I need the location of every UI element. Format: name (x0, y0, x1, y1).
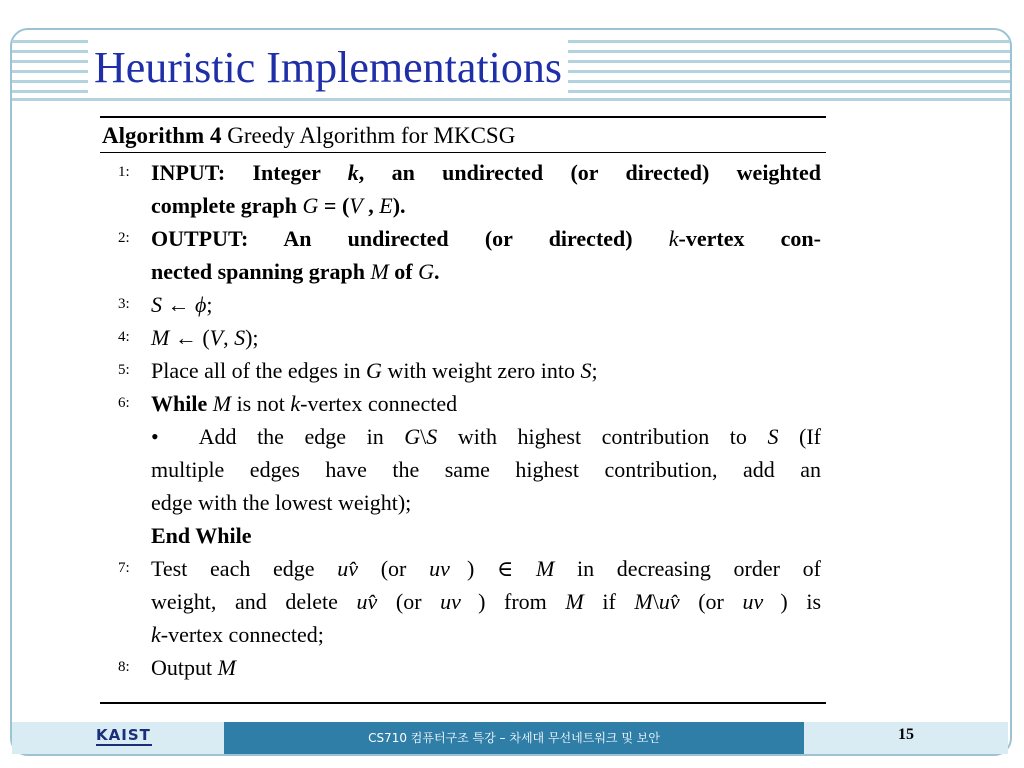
algorithm-caption: Greedy Algorithm for MKCSG (227, 123, 516, 148)
top-rule (100, 116, 826, 118)
algorithm-line-5: 5: Place all of the edges in G with weight zero into S; (96, 354, 831, 387)
logo-underline (96, 744, 152, 746)
algorithm-line-7: 7: Test each edge uv̂ (or uv⃗) ∈ M in decreasing order of weight, and delete uv̂ (or uv⃗) from M if M\uv̂ (or uv⃗) is k-vertex connected; (96, 552, 831, 651)
line-number: 3: (118, 296, 130, 312)
page-number: 15 (898, 726, 914, 743)
line-number: 8: (118, 659, 130, 675)
footer-course-title: CS710 컴퓨터구조 특강 – 차세대 무선네트워크 및 보안 (224, 722, 804, 754)
algorithm-label: Algorithm 4 (102, 123, 222, 148)
line-number: 7: (118, 560, 130, 576)
header-rule (100, 152, 826, 153)
algorithm-header (102, 122, 515, 150)
line-number: 2: (118, 230, 130, 246)
slide-title: Heuristic Implementations (88, 40, 568, 96)
algorithm-line-1: 1: INPUT: Integer k, an undirected (or directed) weighted complete graph G = (V , E). (96, 156, 831, 222)
algorithm-box (96, 108, 831, 714)
algorithm-line-2: 2: OUTPUT: An undirected (or directed) k-vertex con- nected spanning graph M of G. (96, 222, 831, 288)
kaist-logo: KAIST (96, 726, 151, 744)
line-number: 4: (118, 329, 130, 345)
algorithm-line-6: 6: While M is not k-vertex connected • Add the edge in G\S with highest contribution to S (If multiple edges have the same highest contribution, add an edge with the lowest weight); End While (96, 387, 831, 552)
bottom-rule (100, 702, 826, 704)
footer (12, 722, 1008, 754)
algorithm-line-4: 4: M ← (V, S); (96, 321, 831, 354)
footer-logo-cell (12, 722, 224, 754)
line-number: 5: (118, 362, 130, 378)
line-number: 1: (118, 164, 130, 180)
algorithm-lines (96, 156, 831, 684)
algorithm-line-3: 3: S ← ϕ; (96, 288, 831, 321)
algorithm-line-8: 8: Output M (96, 651, 831, 684)
line-number: 6: (118, 395, 130, 411)
footer-page-cell (804, 722, 1008, 754)
